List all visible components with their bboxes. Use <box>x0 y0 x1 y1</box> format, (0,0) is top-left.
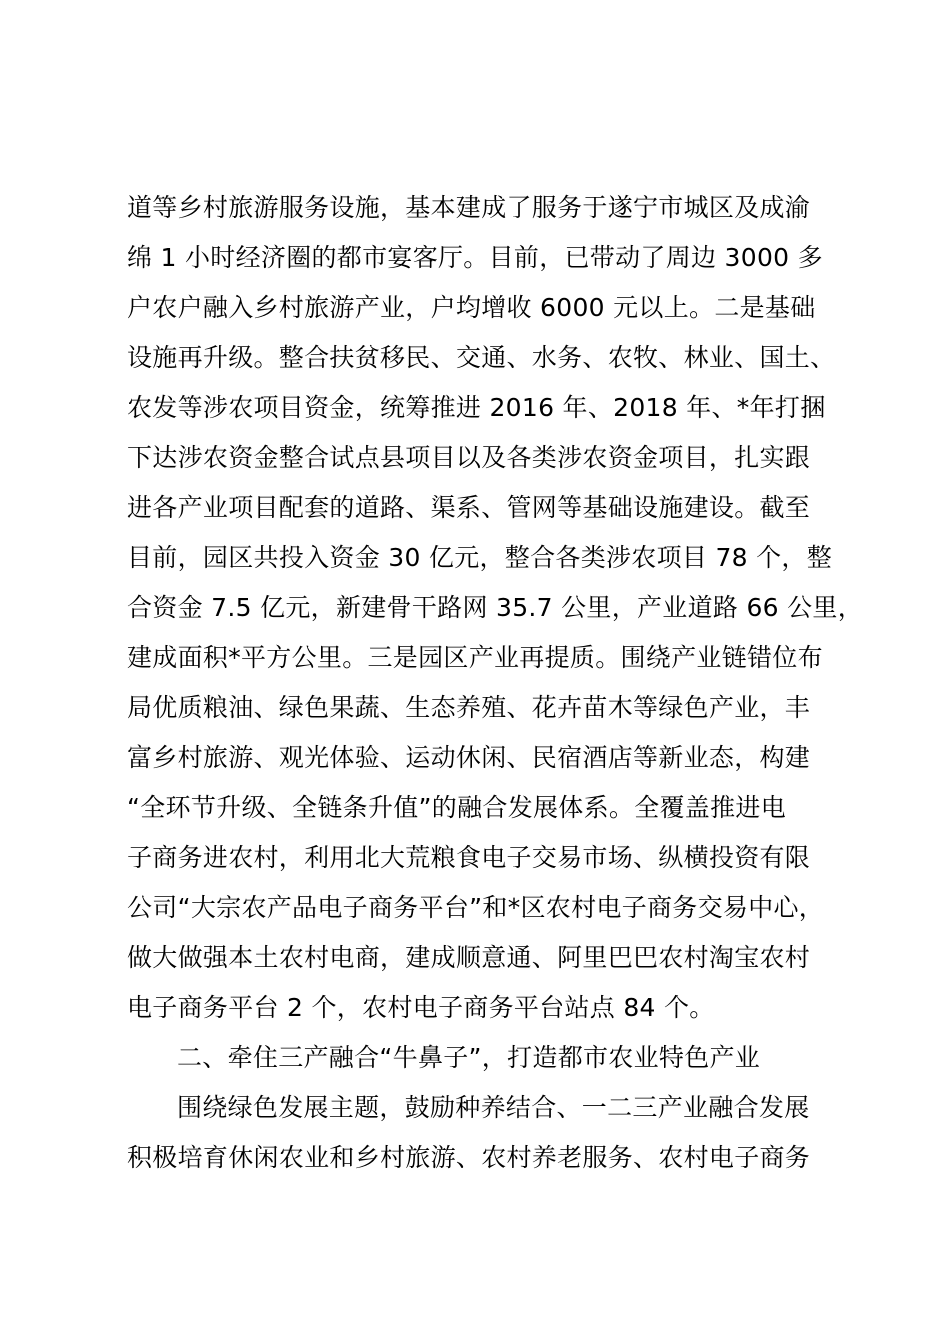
paragraph-line: 围绕绿色发展主题，鼓励种养结合、一二三产业融合发展 <box>177 1093 810 1122</box>
section-heading: 二、牵住三产融合“牛鼻子”，打造都市农业特色产业 <box>177 1043 761 1072</box>
paragraph-line: 道等乡村旅游服务设施，基本建成了服务于遂宁市城区及成渝 <box>127 193 811 222</box>
paragraph-line: 富乡村旅游、观光体验、运动休闲、民宿酒店等新业态，构建 <box>127 743 811 772</box>
paragraph-line: 户农户融入乡村旅游产业，户均增收 6000 元以上。二是基础 <box>127 293 816 322</box>
paragraph-line: 电子商务平台 2 个，农村电子商务平台站点 84 个。 <box>127 993 715 1022</box>
paragraph-line: 合资金 7.5 亿元，新建骨干路网 35.7 公里，产业道路 66 公里， <box>127 593 864 622</box>
paragraph-line: 进各产业项目配套的道路、渠系、管网等基础设施建设。截至 <box>127 493 811 522</box>
paragraph-line: 公司“大宗农产品电子商务平台”和*区农村电子商务交易中心， <box>127 893 825 922</box>
paragraph-line: 局优质粮油、绿色果蔬、生态养殖、花卉苗木等绿色产业，丰 <box>127 693 811 722</box>
paragraph-line: 绵 1 小时经济圈的都市宴客厅。目前，已带动了周边 3000 多 <box>127 243 823 272</box>
paragraph-line: 积极培育休闲农业和乡村旅游、农村养老服务、农村电子商务 <box>127 1143 811 1172</box>
paragraph-line: 下达涉农资金整合试点县项目以及各类涉农资金项目，扎实跟 <box>127 443 811 472</box>
paragraph-line: 目前，园区共投入资金 30 亿元，整合各类涉农项目 78 个，整 <box>127 543 833 572</box>
paragraph-line: 做大做强本土农村电商，建成顺意通、阿里巴巴农村淘宝农村 <box>127 943 811 972</box>
paragraph-line: 农发等涉农项目资金，统筹推进 2016 年、2018 年、*年打捆 <box>127 393 826 422</box>
paragraph-line: 设施再升级。整合扶贫移民、交通、水务、农牧、林业、国土、 <box>127 343 836 372</box>
paragraph-line: “全环节升级、全链条升值”的融合发展体系。全覆盖推进电 <box>127 793 787 822</box>
document-body <box>127 183 864 1183</box>
paragraph-line: 建成面积*平方公里。三是园区产业再提质。围绕产业链错位布 <box>127 643 823 672</box>
paragraph-line: 子商务进农村，利用北大荒粮食电子交易市场、纵横投资有限 <box>127 843 811 872</box>
